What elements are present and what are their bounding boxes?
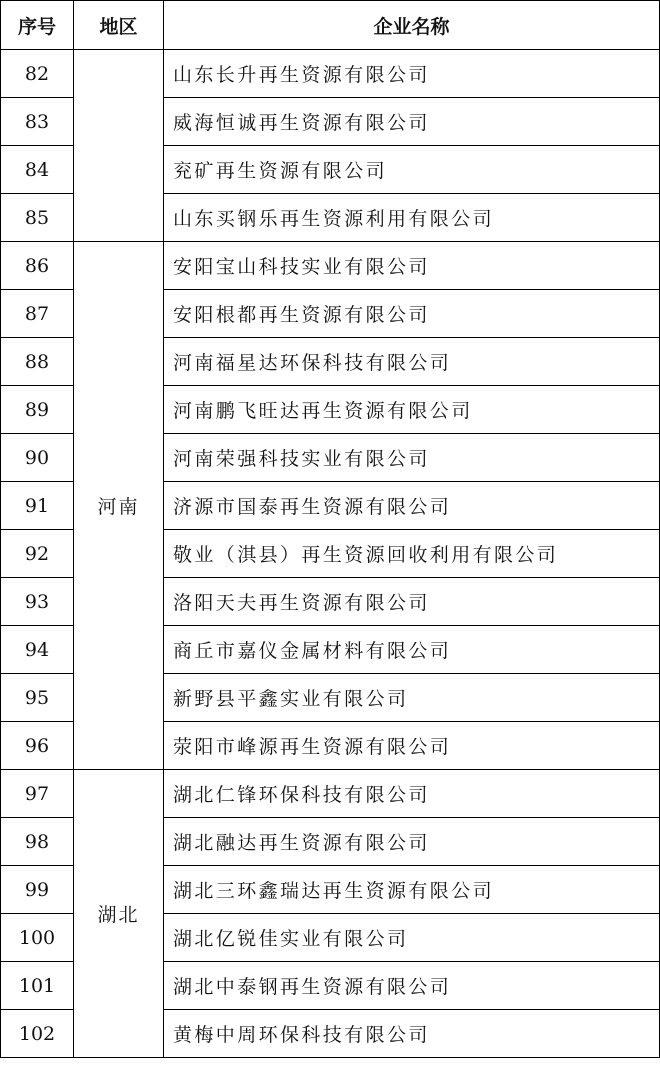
company-name-cell: 黄梅中周环保科技有限公司	[164, 1010, 660, 1058]
serial-number-cell: 87	[1, 290, 74, 338]
serial-number-cell: 86	[1, 242, 74, 290]
company-name-cell: 山东长升再生资源有限公司	[164, 50, 660, 98]
serial-number-cell: 94	[1, 626, 74, 674]
serial-number-cell: 99	[1, 866, 74, 914]
serial-number-cell: 98	[1, 818, 74, 866]
company-name-cell: 兖矿再生资源有限公司	[164, 146, 660, 194]
region-cell: 河南	[74, 242, 164, 770]
company-name-cell: 安阳宝山科技实业有限公司	[164, 242, 660, 290]
company-name-cell: 河南荣强科技实业有限公司	[164, 434, 660, 482]
company-name-cell: 安阳根都再生资源有限公司	[164, 290, 660, 338]
company-name-cell: 济源市国泰再生资源有限公司	[164, 482, 660, 530]
serial-number-cell: 90	[1, 434, 74, 482]
region-cell	[74, 50, 164, 242]
serial-number-cell: 93	[1, 578, 74, 626]
serial-number-cell: 97	[1, 770, 74, 818]
table-row	[1, 50, 660, 98]
company-name-cell: 敬业（淇县）再生资源回收利用有限公司	[164, 530, 660, 578]
header-company-name: 企业名称	[164, 1, 660, 50]
table-row	[1, 770, 660, 818]
company-name-cell: 商丘市嘉仪金属材料有限公司	[164, 626, 660, 674]
company-name-cell: 河南福星达环保科技有限公司	[164, 338, 660, 386]
header-region: 地区	[74, 1, 164, 50]
serial-number-cell: 92	[1, 530, 74, 578]
region-cell: 湖北	[74, 770, 164, 1058]
serial-number-cell: 100	[1, 914, 74, 962]
company-name-cell: 湖北融达再生资源有限公司	[164, 818, 660, 866]
company-name-cell: 湖北三环鑫瑞达再生资源有限公司	[164, 866, 660, 914]
company-name-cell: 湖北亿锐佳实业有限公司	[164, 914, 660, 962]
company-name-cell: 湖北中泰钢再生资源有限公司	[164, 962, 660, 1010]
serial-number-cell: 84	[1, 146, 74, 194]
table-row	[1, 242, 660, 290]
header-row	[1, 1, 660, 50]
company-name-cell: 河南鹏飞旺达再生资源有限公司	[164, 386, 660, 434]
company-name-cell: 洛阳天夫再生资源有限公司	[164, 578, 660, 626]
serial-number-cell: 102	[1, 1010, 74, 1058]
company-name-cell: 威海恒诚再生资源有限公司	[164, 98, 660, 146]
company-name-cell: 荥阳市峰源再生资源有限公司	[164, 722, 660, 770]
serial-number-cell: 96	[1, 722, 74, 770]
serial-number-cell: 95	[1, 674, 74, 722]
serial-number-cell: 83	[1, 98, 74, 146]
serial-number-cell: 88	[1, 338, 74, 386]
serial-number-cell: 85	[1, 194, 74, 242]
company-name-cell: 新野县平鑫实业有限公司	[164, 674, 660, 722]
serial-number-cell: 89	[1, 386, 74, 434]
company-name-cell: 湖北仁锋环保科技有限公司	[164, 770, 660, 818]
serial-number-cell: 91	[1, 482, 74, 530]
table-body	[1, 50, 660, 1058]
serial-number-cell: 101	[1, 962, 74, 1010]
table-header	[1, 1, 660, 50]
header-serial-number: 序号	[1, 1, 74, 50]
serial-number-cell: 82	[1, 50, 74, 98]
company-name-cell: 山东买钢乐再生资源利用有限公司	[164, 194, 660, 242]
